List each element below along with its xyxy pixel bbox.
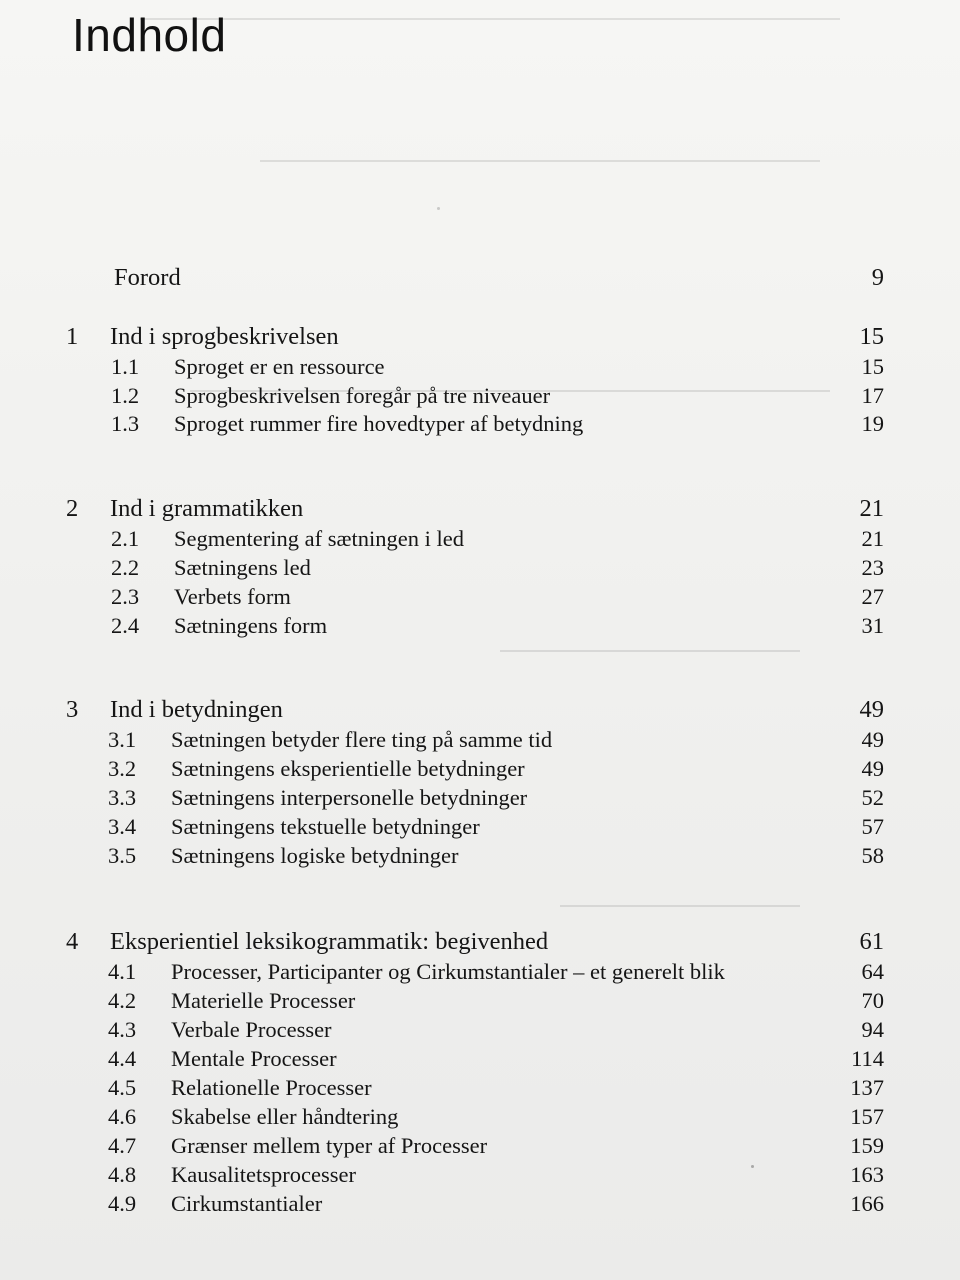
section-title: Relationelle Processer	[171, 1075, 372, 1100]
toc-section[interactable]	[0, 725, 960, 754]
paper-speck	[437, 207, 440, 210]
section-number: 4.5	[108, 1075, 137, 1100]
toc-section[interactable]	[0, 1189, 960, 1218]
toc-entry-label: Forord	[114, 264, 181, 291]
section-number: 2.4	[111, 613, 140, 638]
section-page: 64	[861, 959, 884, 984]
section-page: 159	[850, 1133, 884, 1158]
chapter-number: 2	[66, 495, 79, 522]
chapter-title: Ind i betydningen	[110, 696, 283, 723]
chapter-number: 1	[66, 323, 79, 350]
section-number: 3.3	[108, 785, 137, 810]
section-number: 2.2	[111, 555, 140, 580]
section-title: Sprogbeskrivelsen foregår på tre niveauer	[174, 383, 551, 408]
section-title: Sætningens logiske betydninger	[171, 843, 459, 868]
section-title: Skabelse eller håndtering	[171, 1104, 399, 1129]
section-title: Segmentering af sætningen i led	[174, 526, 464, 551]
section-page: 137	[850, 1075, 884, 1100]
section-page: 94	[861, 1017, 884, 1042]
toc-section[interactable]	[0, 352, 960, 381]
toc-section[interactable]	[0, 957, 960, 986]
toc-chapter-4[interactable]	[0, 927, 960, 956]
section-page: 27	[861, 584, 884, 609]
chapter-page: 15	[859, 323, 884, 350]
page-title: Indhold	[72, 9, 227, 61]
section-page: 58	[861, 843, 884, 868]
section-title: Cirkumstantialer	[171, 1191, 323, 1216]
section-page: 21	[861, 526, 884, 551]
toc-section[interactable]	[0, 1160, 960, 1189]
section-page: 19	[861, 411, 884, 436]
section-title: Sætningen betyder flere ting på samme tid	[171, 727, 553, 752]
chapter-title: Ind i grammatikken	[110, 495, 304, 522]
section-title: Mentale Processer	[171, 1046, 337, 1071]
section-number: 4.6	[108, 1104, 137, 1129]
section-number: 4.3	[108, 1017, 137, 1042]
paper-speck	[751, 1165, 754, 1168]
section-title: Sproget er en ressource	[174, 354, 385, 379]
section-number: 1.1	[111, 354, 140, 379]
section-title: Sproget rummer fire hovedtyper af betydning	[174, 411, 584, 436]
toc-section[interactable]	[0, 1044, 960, 1073]
toc-section[interactable]	[0, 841, 960, 870]
toc-section[interactable]	[0, 783, 960, 812]
section-number: 3.4	[108, 814, 137, 839]
section-title: Sætningens eksperientielle betydninger	[171, 756, 525, 781]
section-page: 17	[861, 383, 884, 408]
chapter-number: 4	[66, 928, 79, 955]
toc-section[interactable]	[0, 553, 960, 582]
toc-chapter-2[interactable]	[0, 494, 960, 523]
chapter-page: 49	[859, 696, 884, 723]
section-title: Verbets form	[174, 584, 291, 609]
section-number: 2.1	[111, 526, 140, 551]
section-number: 1.3	[111, 411, 140, 436]
section-page: 23	[861, 555, 884, 580]
section-page: 57	[861, 814, 884, 839]
section-number: 4.2	[108, 988, 137, 1013]
section-number: 4.4	[108, 1046, 137, 1071]
section-page: 166	[850, 1191, 884, 1216]
section-page: 163	[850, 1162, 884, 1187]
section-number: 4.1	[108, 959, 137, 984]
section-title: Sætningens interpersonelle betydninger	[171, 785, 528, 810]
section-title: Sætningens tekstuelle betydninger	[171, 814, 480, 839]
toc-section[interactable]	[0, 409, 960, 438]
toc-section[interactable]	[0, 1131, 960, 1160]
section-page: 157	[850, 1104, 884, 1129]
section-title: Kausalitetsprocesser	[171, 1162, 356, 1187]
toc-section[interactable]	[0, 1015, 960, 1044]
toc-section[interactable]	[0, 986, 960, 1015]
section-page: 49	[861, 756, 884, 781]
section-number: 1.2	[111, 383, 140, 408]
toc-section[interactable]	[0, 754, 960, 783]
section-title: Sætningens led	[174, 555, 311, 580]
toc-entry-forord[interactable]	[0, 263, 960, 292]
section-number: 4.8	[108, 1162, 137, 1187]
toc-section[interactable]	[0, 524, 960, 553]
chapter-number: 3	[66, 696, 79, 723]
section-title: Materielle Processer	[171, 988, 356, 1013]
section-number: 2.3	[111, 584, 140, 609]
section-title: Grænser mellem typer af Processer	[171, 1133, 488, 1158]
section-page: 15	[861, 354, 884, 379]
section-title: Sætningens form	[174, 613, 328, 638]
chapter-title: Eksperientiel leksikogrammatik: begivenhed	[110, 928, 549, 955]
section-number: 4.9	[108, 1191, 137, 1216]
section-page: 31	[861, 613, 884, 638]
toc-section[interactable]	[0, 1102, 960, 1131]
section-page: 70	[861, 988, 884, 1013]
chapter-title: Ind i sprogbeskrivelsen	[110, 323, 339, 350]
chapter-page: 61	[859, 928, 884, 955]
section-title: Verbale Processer	[171, 1017, 332, 1042]
toc-section[interactable]	[0, 1073, 960, 1102]
section-title: Processer, Participanter og Cirkumstantialer – et generelt blik	[171, 959, 725, 984]
section-page: 52	[861, 785, 884, 810]
section-number: 4.7	[108, 1133, 137, 1158]
toc-section[interactable]	[0, 611, 960, 640]
section-number: 3.2	[108, 756, 137, 781]
toc-entry-page: 9	[871, 264, 884, 291]
toc-section[interactable]	[0, 582, 960, 611]
toc-chapter-3[interactable]	[0, 695, 960, 724]
section-number: 3.1	[108, 727, 137, 752]
toc-section[interactable]	[0, 381, 960, 410]
section-page: 114	[851, 1046, 884, 1071]
section-number: 3.5	[108, 843, 137, 868]
toc-section[interactable]	[0, 812, 960, 841]
section-page: 49	[861, 727, 884, 752]
toc-chapter-1[interactable]	[0, 322, 960, 351]
chapter-page: 21	[859, 495, 884, 522]
